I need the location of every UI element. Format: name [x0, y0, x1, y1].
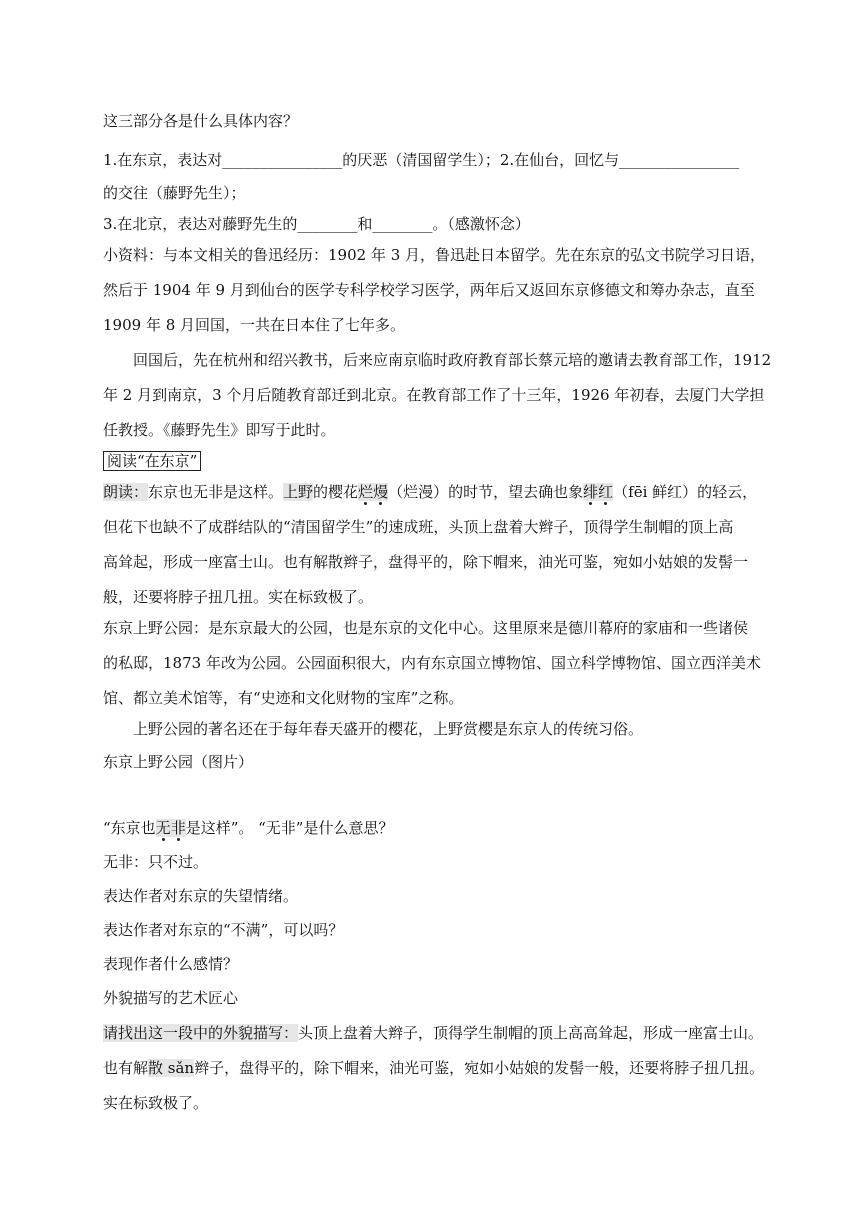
term-wufei-2: 非 [170, 819, 186, 837]
appearance-text-a: 头顶上盘着大辫子，顶得学生制帽的顶上高高耸起，形成一座富士山。 [298, 1024, 764, 1042]
emotion-line-1: 表达作者对东京的失望情绪。 [103, 887, 299, 905]
term-san: 散 sǎn [148, 1059, 195, 1077]
reading-text-a: 东京也无非是这样。 [148, 483, 284, 501]
wufei-question [103, 818, 393, 838]
reading-line-3: 高耸起，形成一座富士山。也有解散辫子，盘得平的，除下帽来，油光可鉴，宛如小姑娘的发髻一 [103, 553, 749, 571]
ueno-line-1: 东京上野公园：是东京最大的公园，也是东京的文化中心。这里原来是德川幕府的家庙和一些诸侯 [103, 619, 749, 637]
term-wufei-1: 无 [155, 819, 171, 837]
appearance-line-3: 实在标致极了。 [103, 1094, 209, 1112]
info-line-5: 年 2 月到南京，3 个月后随教育部迁到北京。在教育部工作了十三年，1926 年初春，去厦门大学担 [103, 386, 765, 404]
appearance-line-2 [103, 1058, 764, 1078]
info-line-3: 1909 年 8 月回国，一共在日本住了七年多。 [103, 316, 406, 334]
term-feihong-2: 红 [598, 483, 614, 501]
term-lanman-1: 烂 [358, 483, 374, 501]
ueno-line-2: 的私邸，1873 年改为公园。公园面积很大，内有东京国立博物馆、国立科学博物馆、国立西洋美术 [103, 654, 761, 672]
reading-text-d: （fēi 鲜红）的轻云， [613, 483, 758, 501]
question-parts: 这三部分各是什么具体内容？ [103, 112, 299, 130]
reading-label: 朗读： [103, 483, 149, 501]
part-2-cont-line: 的交往（藤野先生）； [103, 184, 246, 202]
term-feihong-1: 绯 [583, 483, 599, 501]
info-line-2: 然后于 1904 年 9 月到仙台的医学专科学校学习医学，两年后又返回东京修德文和筹办杂志，直至 [103, 281, 755, 299]
section-heading-wrap [103, 451, 201, 471]
section-heading-boxed: 阅读“在东京” [103, 451, 201, 471]
appearance-prompt: 请找出这一段中的外貌描写： [103, 1024, 299, 1042]
part-3-line: 3.在北京，表达对藤野先生的________和________。（感激怀念） [103, 215, 530, 233]
reading-line-2: 但花下也缺不了成群结队的“清国留学生”的速成班，头顶上盘着大辫子，顶得学生制帽的顶上高 [103, 518, 734, 536]
term-ueno: 上野 [283, 483, 314, 501]
ueno-line-4: 上野公园的著名还在于每年春天盛开的樱花，上野赏樱是东京人的传统习俗。 [133, 720, 644, 738]
wufei-answer: 无非：只不过。 [103, 853, 209, 871]
appearance-text-c: 辫子，盘得平的，除下帽来，油光可鉴，宛如小姑娘的发髻一般，还要将脖子扭几扭。 [194, 1059, 765, 1077]
ueno-line-3: 馆、都立美术馆等，有“史迹和文化财物的宝库”之称。 [103, 689, 464, 707]
reading-line-4: 般，还要将脖子扭几扭。实在标致极了。 [103, 588, 374, 606]
wufei-text-b: 是这样”。 “无非”是什么意思？ [185, 819, 394, 837]
reading-text-c: （烂漫）的时节，望去确也象 [388, 483, 584, 501]
appearance-line-1 [103, 1023, 763, 1043]
emotion-line-3: 表现作者什么感情？ [103, 955, 239, 973]
term-lanman-2: 熳 [373, 483, 389, 501]
reading-line-1 [103, 482, 757, 502]
info-line-1: 小资料：与本文相关的鲁迅经历：1902 年 3 月，鲁迅赴日本留学。先在东京的弘文书院学习日语， [103, 246, 766, 264]
appearance-heading: 外貌描写的艺术匠心 [103, 989, 239, 1007]
part-1-2-line: 1.在东京，表达对________________的厌恶（清国留学生）；2.在仙台，回忆与________________ [103, 151, 740, 169]
emotion-line-2: 表达作者对东京的“不满”，可以吗？ [103, 921, 344, 939]
info-line-6: 任教授。《藤野先生》即写于此时。 [103, 421, 336, 439]
wufei-text-a: “东京也 [103, 819, 156, 837]
appearance-text-b: 也有解 [103, 1059, 149, 1077]
reading-text-b: 的樱花 [313, 483, 359, 501]
ueno-image-caption: 东京上野公园（图片） [103, 753, 254, 771]
info-line-4: 回国后，先在杭州和绍兴教书，后来应南京临时政府教育部长蔡元培的邀请去教育部工作，1912 [133, 351, 772, 369]
